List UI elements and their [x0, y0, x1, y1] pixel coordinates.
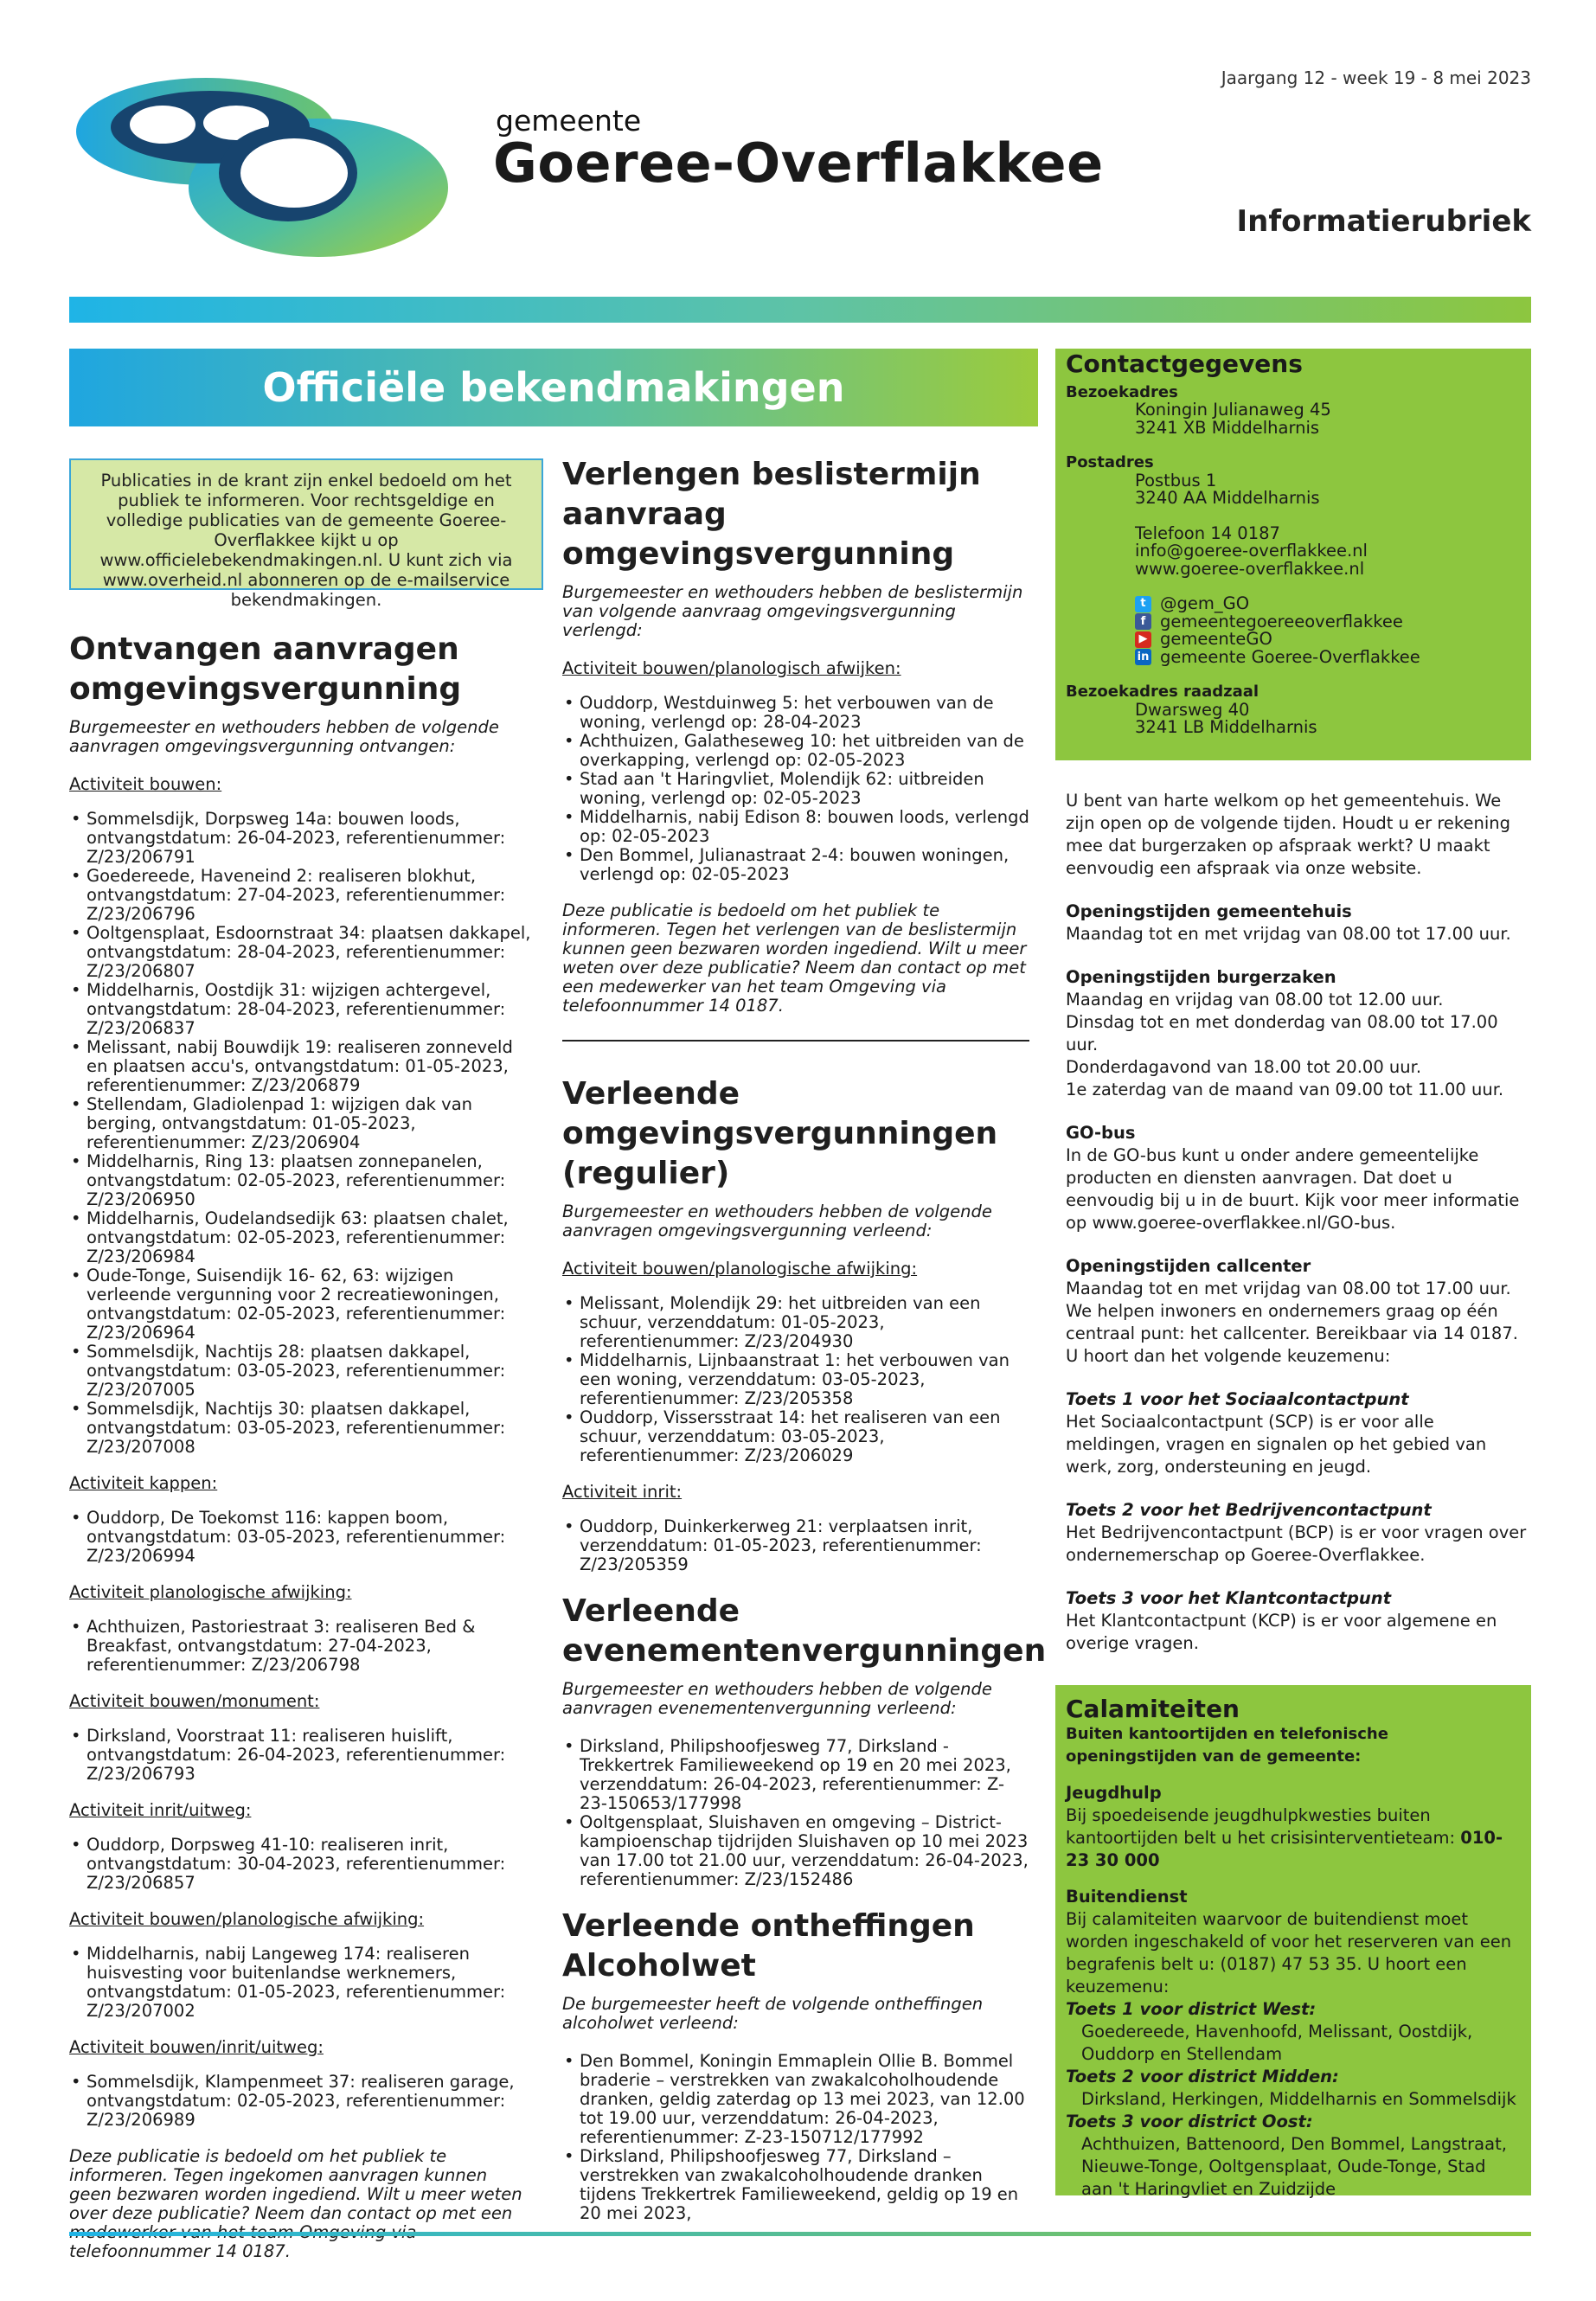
phone-number: Telefoon 14 0187 [1135, 522, 1280, 543]
go-bus-text: In de GO-bus kunt u onder andere gemeentelijke producten en diensten aanvragen. Dat doet u eenvoudig bij u in de buurt. Kijk voor meer informatie op www.goeree-overflakkee.nl/GO-bus. [1066, 1145, 1520, 1233]
youth-care-text: Bij spoedeisende jeugdhulpkwesties buiten kantoortijden belt u het crisisinterventieteam: [1066, 1805, 1456, 1848]
activity-title: Activiteit inrit/uitweg: [69, 1800, 252, 1820]
list-item: • Sommelsdijk, Nachtijs 28: plaatsen dakkapel, ontvangstdatum: 03-05-2023, referentienummer: Z/23/207005 [69, 1343, 532, 1400]
postal-address-label: Postadres [1066, 453, 1154, 471]
list-item: • Den Bommel, Koningin Emmaplein Ollie B. Bommel braderie – verstrekken van zwakalcoholhoudende dranken, geldig zaterdag op 13 mei 2023, van 12.00 tot 19.00 uur, verzenddatum: 26-04-2023, referentienummer: Z-23-150712/177992 [562, 2052, 1029, 2147]
list-item: • Goedereede, Haveneind 2: realiseren blokhut, ontvangstdatum: 27-04-2023, referentienummer: Z/23/206796 [69, 867, 532, 924]
menu-option-3 [1066, 1587, 1533, 1655]
callcenter-title: Openingstijden callcenter [1066, 1256, 1311, 1276]
granted-list [562, 1294, 1029, 1465]
list-item: • Middelharnis, nabij Langeweg 174: realiseren huisvesting voor buitenlandse werknemers, ontvangstdatum: 01-05-2023, referentienummer: Z/23/207002 [69, 1945, 532, 2021]
divider [562, 1040, 1029, 1042]
list-item: • Middelharnis, Lijnbaanstraat 1: het verbouwen van een woning, verzenddatum: 03-05-2023, referentienummer: Z/23/205358 [562, 1351, 1029, 1408]
list-item: • Sommelsdijk, Nachtijs 30: plaatsen dakkapel, ontvangstdatum: 03-05-2023, referentienummer: Z/23/207008 [69, 1400, 532, 1457]
postal-address-line: 3240 AA Middelharnis [1135, 488, 1320, 508]
application-list [69, 1945, 532, 2021]
town-hall-hours-text: Maandag tot en met vrijdag van 08.00 tot 17.00 uur. [1066, 924, 1511, 944]
hours-line: Maandag en vrijdag van 08.00 tot 12.00 uur. [1066, 990, 1444, 1009]
field-service-title: Buitendienst [1066, 1887, 1188, 1907]
go-bus-title: GO-bus [1066, 1123, 1136, 1143]
youtube-icon: ▶ [1135, 631, 1151, 648]
section-heading: Verleende ontheffingen Alcoholwet [562, 1908, 975, 1984]
activity-title: Activiteit bouwen/monument: [69, 1691, 320, 1711]
municipality-logo [67, 71, 448, 261]
application-list [69, 1618, 532, 1675]
activity-title: Activiteit bouwen/inrit/uitweg: [69, 2037, 324, 2057]
section-heading: Ontvangen aanvragen omgevingsvergunning [69, 631, 462, 707]
youtube-handle: gemeenteGO [1160, 629, 1272, 649]
menu-option-title: Toets 1 voor het Sociaalcontactpunt [1066, 1389, 1409, 1409]
menu-option-2 [1066, 1499, 1533, 1567]
list-item: • Ouddorp, Vissersstraat 14: het realiseren van een schuur, verzenddatum: 03-05-2023, referentienummer: Z/23/206029 [562, 1408, 1029, 1465]
activity-title: Activiteit bouwen: [69, 774, 222, 794]
application-list [69, 1509, 532, 1566]
linkedin-handle: gemeente Goeree-Overflakkee [1160, 646, 1420, 667]
section-intro: Burgemeester en wethouders hebben de volgende aanvragen omgevingsvergunning ontvangen: [69, 717, 499, 756]
hours-line: 1e zaterdag van de maand van 09.00 tot 11.00 uur. [1066, 1080, 1504, 1099]
twitter-handle: @gem_GO [1160, 593, 1250, 613]
application-list [69, 1836, 532, 1893]
section-heading: Verleende evenementenvergunningen [562, 1593, 1047, 1669]
list-item: • Melissant, nabij Bouwdijk 19: realiseren zonneveld en plaatsen accu's, ontvangstdatum: 01-05-2023, referentienummer: Z/23/206879 [69, 1038, 532, 1095]
opening-info [1066, 790, 1533, 1676]
event-list [562, 1737, 1029, 1889]
application-list [69, 1727, 532, 1784]
council-address-line: 3241 LB Middelharnis [1135, 717, 1317, 737]
hours-line: Donderdagavond van 18.00 tot 20.00 uur. [1066, 1057, 1422, 1077]
application-list [69, 2073, 532, 2130]
list-item: • Den Bommel, Julianastraat 2-4: bouwen woningen, verlengd op: 02-05-2023 [562, 846, 1029, 884]
list-item: • Ouddorp, De Toekomst 116: kappen boom, ontvangstdatum: 03-05-2023, referentienummer: Z/23/206994 [69, 1509, 532, 1566]
field-service-info [1066, 1886, 1521, 2201]
visit-address-line: 3241 XB Middelharnis [1135, 417, 1320, 438]
section-label: Informatierubriek [1236, 204, 1531, 239]
list-item: • Dirksland, Philipshoofjesweg 77, Dirksland – verstrekken van zwakalcoholhoudende dranken tijdens Trekkertrek Familieweekend, geldig op 19 en 20 mei 2023, [562, 2147, 1029, 2223]
town-hall-hours-title: Openingstijden gemeentehuis [1066, 901, 1352, 921]
menu-option-title: Toets 2 voor het Bedrijvencontactpunt [1066, 1500, 1432, 1520]
closing-note: Deze publicatie is bedoeld om het publiek te informeren. Tegen het verlengen van de beslistermijn kunnen geen bezwaren worden ingediend. Wilt u meer weten over deze publicatie? Neem dan contact op met een medewerker van het team Omgeving via telefoonnummer 14 0187. [562, 901, 1027, 1016]
postal-address-line: Postbus 1 [1135, 470, 1217, 490]
district-title: Toets 2 voor district Midden: [1066, 2067, 1339, 2086]
list-item: • Ouddorp, Westduinweg 5: het verbouwen van de woning, verlengd op: 28-04-2023 [562, 694, 1029, 732]
town-hall-hours [1066, 901, 1533, 945]
callcenter-text: Maandag tot en met vrijdag van 08.00 tot 17.00 uur. We helpen inwoners en ondernemers graag op één centraal punt: het callcenter. Bereikbaar via 14 0187. U hoort dan het volgende keuzemenu: [1066, 1279, 1518, 1366]
closing-note: Deze publicatie is bedoeld om het publiek te informeren. Tegen ingekomen aanvragen kunnen geen bezwaren worden ingediend. Wilt u meer weten over deze publicatie? Neem dan contact op met een telefoonnummer 14 0187. [69, 2146, 522, 2261]
bottom-gradient-bar [69, 2232, 1531, 2236]
list-item: • Dirksland, Voorstraat 11: realiseren huislift, ontvangstdatum: 26-04-2023, referentienummer: Z/23/206793 [69, 1727, 532, 1784]
list-item: • Ooltgensplaat, Esdoornstraat 34: plaatsen dakkapel, ontvangstdatum: 28-04-2023, referentienummer: Z/23/206807 [69, 924, 532, 981]
column-received-applications [69, 630, 532, 2279]
issue-info: Jaargang 12 - week 19 - 8 mei 2023 [1221, 67, 1531, 88]
extension-list [562, 694, 1029, 884]
callcenter-info [1066, 1255, 1533, 1368]
contact-title: Contactgegevens [1066, 349, 1303, 378]
visit-address-line: Koningin Julianaweg 45 [1135, 400, 1331, 420]
facebook-link[interactable] [1066, 613, 1521, 631]
gemeente-label: gemeente [496, 104, 642, 138]
list-item: • Middelharnis, Oudelandsedijk 63: plaatsen chalet, ontvangstdatum: 02-05-2023, referentienummer: Z/23/206984 [69, 1209, 532, 1266]
menu-option-text: Het Klantcontactpunt (KCP) is er voor algemene en overige vragen. [1066, 1611, 1497, 1653]
district-title: Toets 1 voor district West: [1066, 1999, 1317, 2019]
twitter-link[interactable] [1066, 595, 1521, 613]
list-item: • Sommelsdijk, Klampenmeet 37: realiseren garage, ontvangstdatum: 02-05-2023, referentienummer: Z/23/206989 [69, 2073, 532, 2130]
list-item: • Achthuizen, Galatheseweg 10: het uitbreiden van de overkapping, verlengd op: 02-05-2023 [562, 732, 1029, 770]
column-decisions [562, 455, 1047, 2240]
contact-box [1055, 349, 1531, 760]
activity-title: Activiteit bouwen/planologische afwijking: [69, 1909, 425, 1929]
hours-line: Dinsdag tot en met donderdag van 08.00 tot 17.00 uur. [1066, 1012, 1498, 1054]
facebook-icon: f [1135, 613, 1151, 630]
activity-title: Activiteit bouwen/planologisch afwijken: [562, 658, 901, 678]
district-title: Toets 3 voor district Oost: [1066, 2112, 1313, 2131]
youtube-link[interactable] [1066, 631, 1521, 649]
facebook-handle: gemeentegoereeoverflakkee [1160, 611, 1403, 631]
activity-title: Activiteit bouwen/planologische afwijking: [562, 1259, 918, 1279]
list-item: • Ooltgensplaat, Sluishaven en omgeving – District-kampioenschap tijdrijden Sluishaven op 10 mei 2023 van 17.00 tot 21.00 uur, verzenddatum: 26-04-2023, referentienummer: Z/23/152486 [562, 1813, 1029, 1889]
list-item: • Middelharnis, Ring 13: plaatsen zonnepanelen, ontvangstdatum: 02-05-2023, referentienummer: Z/23/206950 [69, 1152, 532, 1209]
emergency-subtitle: Buiten kantoortijden en telefonische openingstijden van de gemeente: [1066, 1725, 1388, 1766]
top-gradient-bar [69, 297, 1531, 323]
list-item: • Melissant, Molendijk 29: het uitbreiden van een schuur, verzenddatum: 01-05-2023, referentienummer: Z/23/204930 [562, 1294, 1029, 1351]
section-intro: Burgemeester en wethouders hebben de beslistermijn van volgende aanvraag omgevingsvergunning verlengd: [562, 582, 1023, 640]
section-intro: Burgemeester en wethouders hebben de volgende aanvragen evenementenvergunning verleend: [562, 1679, 992, 1718]
municipality-name: Goeree-Overflakkee [493, 131, 1104, 195]
alcohol-list [562, 2052, 1029, 2223]
list-item: • Stad aan 't Haringvliet, Molendijk 62: uitbreiden woning, verlengd op: 02-05-2023 [562, 770, 1029, 808]
application-list [69, 810, 532, 1457]
youth-care-title: Jeugdhulp [1066, 1783, 1162, 1803]
page-title: Officiële bekendmakingen [69, 349, 1038, 426]
welcome-text: U bent van harte welkom op het gemeentehuis. We zijn open op de volgende tijden. Houdt u er rekening mee dat burgerzaken op afspraak werkt? U maakt eenvoudig een afspraak via onze website. [1066, 791, 1511, 878]
list-item: • Dirksland, Philipshoofjesweg 77, Dirksland - Trekkertrek Familieweekend op 19 en 20 mei 2023, verzenddatum: 26-04-2023, referentienummer: Z-23-150653/177998 [562, 1737, 1029, 1813]
section-intro: De burgemeester heeft de volgende ontheffingen alcoholwet verleend: [562, 1994, 984, 2033]
civil-affairs-hours [1066, 966, 1533, 1101]
list-item: • Stellendam, Gladiolenpad 1: wijzigen dak van berging, ontvangstdatum: 01-05-2023, referentienummer: Z/23/206904 [69, 1095, 532, 1152]
emergency-box [1055, 1685, 1531, 2199]
activity-title: Activiteit kappen: [69, 1473, 218, 1493]
council-address-label: Bezoekadres raadzaal [1066, 683, 1259, 701]
district-text: Achthuizen, Battenoord, Den Bommel, Langstraat, Nieuwe-Tonge, Ooltgensplaat, Oude-Tonge, Stad aan 't Haringvliet en Zuidzijde [1081, 2134, 1507, 2199]
website-link[interactable]: www.goeree-overflakkee.nl [1135, 558, 1365, 579]
field-service-text: Bij calamiteiten waarvoor de buitendienst moet worden ingeschakeld of voor het reserveren van een begrafenis belt u: (0187) 47 53 35. U hoort een keuzemenu: [1066, 1909, 1512, 1997]
list-item: • Ouddorp, Duinkerkerweg 21: verplaatsen inrit, verzenddatum: 01-05-2023, referentienummer: Z/23/205359 [562, 1517, 1029, 1574]
list-item: • Ouddorp, Dorpsweg 41-10: realiseren inrit, ontvangstdatum: 30-04-2023, referentienummer: Z/23/206857 [69, 1836, 532, 1893]
menu-option-text: Het Bedrijvencontactpunt (BCP) is er voor vragen over ondernemerschap op Goeree-Overflakkee. [1066, 1522, 1527, 1565]
district-text: Dirksland, Herkingen, Middelharnis en Sommelsdijk [1081, 2089, 1516, 2109]
section-heading: Verleende omgevingsvergunningen (regulier) [562, 1076, 998, 1191]
list-item: • Middelharnis, nabij Edison 8: bouwen loods, verlengd op: 02-05-2023 [562, 808, 1029, 846]
linkedin-icon: in [1135, 649, 1151, 665]
youth-care-phone: 010-23 30 000 [1066, 1828, 1503, 1870]
publication-notice: Publicaties in de krant zijn enkel bedoeld om het publiek te informeren. Voor rechtsgeldige en volledige publicaties van de gemeente Goeree-Overflakkee kijkt u op www.officielebekendmakingen.nl. U kunt zich via www.overheid.nl abonneren op de e-mailservice bekendmakingen. [69, 458, 543, 590]
email-link[interactable]: info@goeree-overflakkee.nl [1135, 541, 1368, 561]
menu-option-1 [1066, 1388, 1533, 1478]
linkedin-link[interactable] [1066, 646, 1521, 667]
list-item: • Oude-Tonge, Suisendijk 16- 62, 63: wijzigen verleende vergunning voor 2 recreatiewoningen, ontvangstdatum: 02-05-2023, referentienummer: Z/23/206964 [69, 1266, 532, 1343]
list-item: • Sommelsdijk, Dorpsweg 14a: bouwen loods, ontvangstdatum: 26-04-2023, referentienummer: Z/23/206791 [69, 810, 532, 867]
activity-title: Activiteit planologische afwijking: [69, 1582, 352, 1602]
visit-address-label: Bezoekadres [1066, 382, 1178, 401]
menu-option-title: Toets 3 voor het Klantcontactpunt [1066, 1588, 1392, 1608]
section-heading: Verlengen beslistermijn aanvraag omgevingsvergunning [562, 457, 981, 572]
granted-list [562, 1517, 1029, 1574]
activity-title: Activiteit inrit: [562, 1482, 683, 1502]
district-text: Goedereede, Havenhoofd, Melissant, Oostdijk, Ouddorp en Stellendam [1081, 2022, 1473, 2064]
council-address-line: Dwarsweg 40 [1135, 699, 1250, 720]
list-item: • Middelharnis, Oostdijk 31: wijzigen achtergevel, ontvangstdatum: 28-04-2023, referentienummer: Z/23/206837 [69, 981, 532, 1038]
twitter-icon: t [1135, 596, 1151, 612]
list-item: • Achthuizen, Pastoriestraat 3: realiseren Bed & Breakfast, ontvangstdatum: 27-04-2023, referentienummer: Z/23/206798 [69, 1618, 532, 1675]
menu-option-text: Het Sociaalcontactpunt (SCP) is er voor alle meldingen, vragen en signalen op het gebied van werk, zorg, ondersteuning en jeugd. [1066, 1412, 1487, 1477]
civil-affairs-title: Openingstijden burgerzaken [1066, 967, 1336, 987]
section-intro: Burgemeester en wethouders hebben de volgende aanvragen omgevingsvergunning verleend: [562, 1202, 992, 1240]
emergency-title: Calamiteiten [1066, 1695, 1240, 1723]
youth-care-info [1066, 1782, 1521, 1872]
go-bus-info [1066, 1122, 1533, 1234]
